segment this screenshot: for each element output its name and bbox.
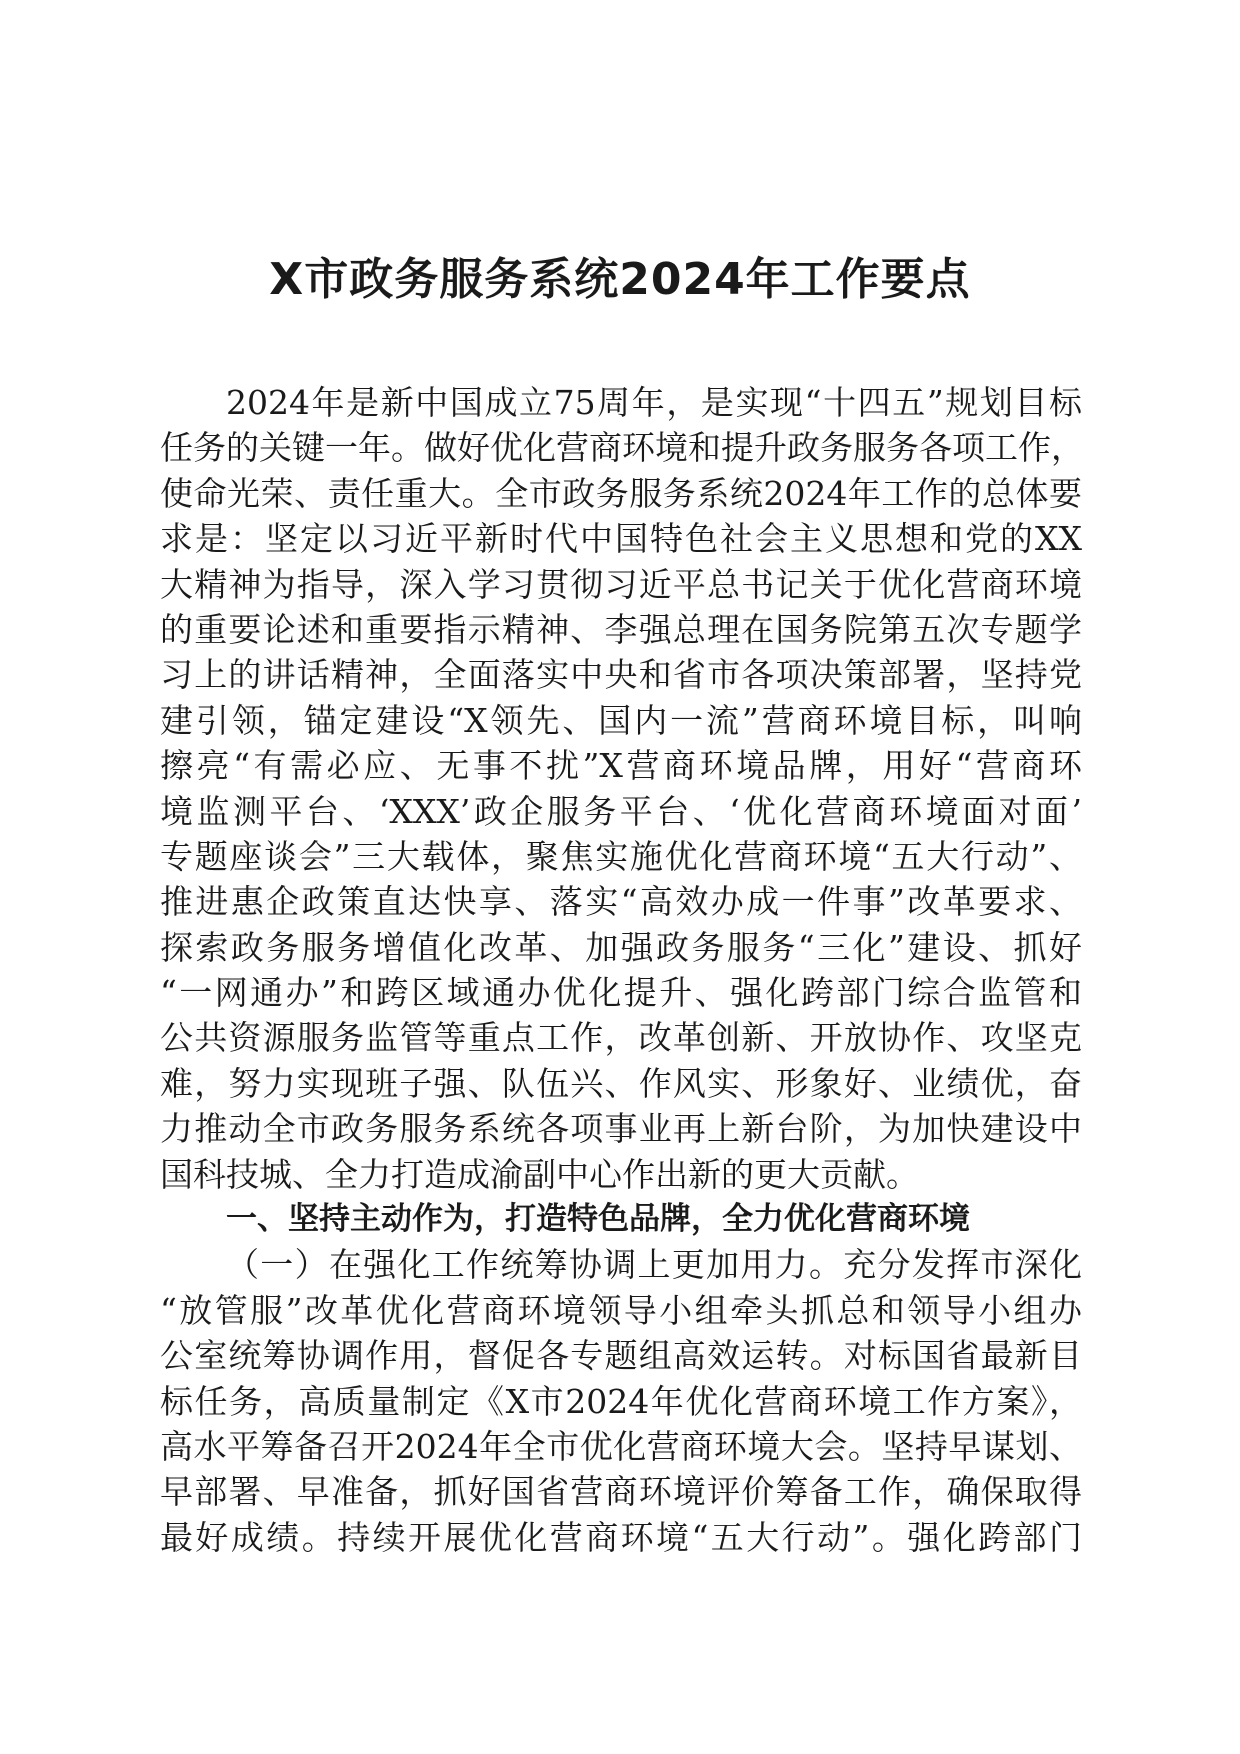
section1-paragraph: [160, 1242, 1082, 1560]
paragraph-line: 习上的讲话精神，全面落实中央和省市各项决策部署，坚持党: [160, 655, 1082, 695]
paragraph-line: 境监测平台、‘XXX’政企服务平台、‘优化营商环境面对面’: [160, 791, 1082, 831]
paragraph-line: 的重要论述和重要指示精神、李强总理在国务院第五次专题学: [160, 609, 1082, 649]
paragraph-line: 专题座谈会”三大载体，聚焦实施优化营商环境“五大行动”、: [160, 836, 1082, 876]
paragraph-line: “一网通办”和跨区域通办优化提升、强化跨部门综合监管和: [160, 973, 1082, 1013]
paragraph-line: 高水平筹备召开2024年全市优化营商环境大会。坚持早谋划、: [160, 1426, 1082, 1466]
paragraph-line: “放管服”改革优化营商环境领导小组牵头抓总和领导小组办: [160, 1290, 1082, 1330]
paragraph-line: 建引领，锚定建设“X领先、国内一流”营商环境目标，叫响: [160, 700, 1082, 740]
paragraph-line: 使命光荣、责任重大。全市政务服务系统2024年工作的总体要: [160, 473, 1082, 513]
paragraph-line: 难，努力实现班子强、队伍兴、作风实、形象好、业绩优，奋: [160, 1063, 1082, 1103]
paragraph-line: 公室统筹协调作用，督促各专题组高效运转。对标国省最新目: [160, 1336, 1082, 1376]
section-heading: 一、坚持主动作为，打造特色品牌，全力优化营商环境: [226, 1201, 970, 1238]
intro-paragraph: [160, 380, 1082, 1197]
paragraph-line: 擦亮“有需必应、无事不扰”X营商环境品牌，用好“营商环: [160, 746, 1082, 786]
paragraph-line: 探索政务服务增值化改革、加强政务服务“三化”建设、抓好: [160, 927, 1082, 967]
paragraph-line: 推进惠企政策直达快享、落实“高效办成一件事”改革要求、: [160, 882, 1082, 922]
document-body: [160, 380, 1082, 1560]
paragraph-line: （一）在强化工作统筹协调上更加用力。充分发挥市深化: [226, 1245, 1082, 1285]
paragraph-line: 求是：坚定以习近平新时代中国特色社会主义思想和党的XX: [160, 519, 1082, 559]
paragraph-line: 最好成绩。持续开展优化营商环境“五大行动”。强化跨部门: [160, 1517, 1082, 1557]
paragraph-line: 早部署、早准备，抓好国省营商环境评价筹备工作，确保取得: [160, 1472, 1082, 1512]
paragraph-line: 国科技城、全力打造成渝副中心作出新的更大贡献。: [160, 1154, 919, 1194]
paragraph-line: 大精神为指导，深入学习贯彻习近平总书记关于优化营商环境: [160, 564, 1082, 604]
paragraph-line: 力推动全市政务服务系统各项事业再上新台阶，为加快建设中: [160, 1109, 1082, 1149]
paragraph-line: 任务的关键一年。做好优化营商环境和提升政务服务各项工作，: [160, 428, 1084, 468]
document-title: X市政务服务系统2024年工作要点: [269, 254, 971, 305]
paragraph-line: 标任务，高质量制定《X市2024年优化营商环境工作方案》，: [160, 1381, 1082, 1421]
paragraph-line: 2024年是新中国成立75周年，是实现“十四五”规划目标: [226, 383, 1082, 422]
paragraph-line: 公共资源服务监管等重点工作，改革创新、开放协作、攻坚克: [160, 1018, 1082, 1058]
